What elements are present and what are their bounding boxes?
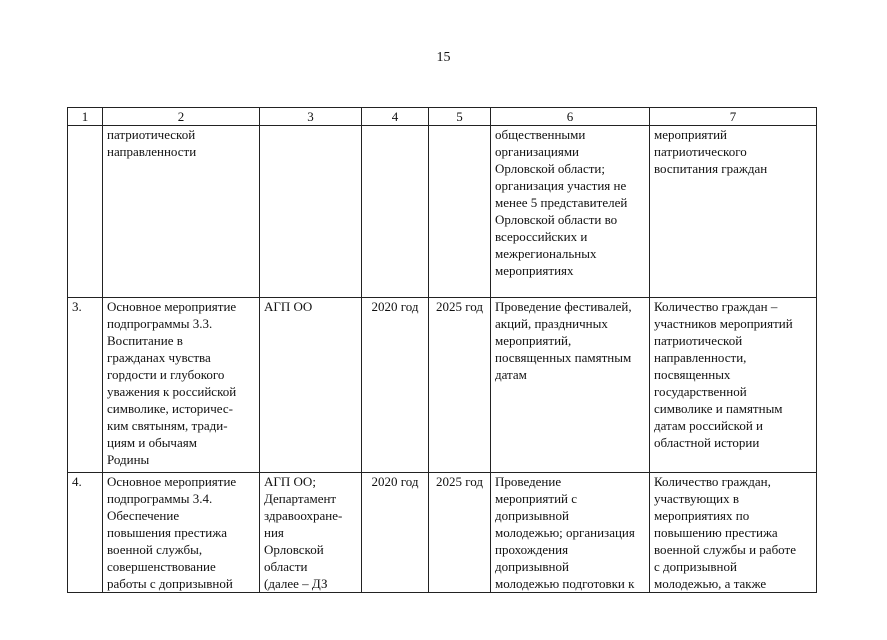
cell-activity-name	[103, 473, 260, 593]
cell-line: Основное мероприятие	[107, 299, 237, 314]
cell-line: Орловской области;	[495, 161, 605, 176]
cell-indicator-link	[650, 298, 817, 473]
cell-line: мероприятиях по	[654, 508, 750, 523]
cell-line: АГП ОО;	[264, 474, 316, 489]
cell-line: Проведение	[495, 474, 562, 489]
cell-line: мероприятий,	[495, 333, 572, 348]
cell-line: военной службы и работе	[654, 542, 796, 557]
table-row	[68, 473, 817, 593]
cell-line: здравоохране-	[264, 508, 343, 523]
cell-line: Воспитание в	[107, 333, 183, 348]
cell-line: молодежью подготовки к	[495, 576, 635, 591]
cell-line: ким святыням, тради-	[107, 418, 228, 433]
cell-line: Проведение фестивалей,	[495, 299, 632, 314]
column-number: 7	[650, 108, 817, 126]
cell-end-year: 2025 год	[429, 473, 491, 593]
cell-line: патриотического	[654, 144, 747, 159]
cell-activity-name	[103, 298, 260, 473]
cell-line: Количество граждан,	[654, 474, 771, 489]
cell-end-year: 2025 год	[429, 298, 491, 473]
cell-line: молодежью; организация	[495, 525, 635, 540]
cell-line: циям и обычаям	[107, 435, 197, 450]
cell-line: области	[264, 559, 308, 574]
cell-line: мероприятиях	[495, 263, 574, 278]
cell-line: совершенствование	[107, 559, 216, 574]
cell-line: акций, праздничных	[495, 316, 608, 331]
cell-end-year	[429, 126, 491, 298]
program-table	[67, 107, 817, 593]
column-number: 2	[103, 108, 260, 126]
cell-line: Обеспечение	[107, 508, 180, 523]
cell-line: воспитания граждан	[654, 161, 768, 176]
cell-expected-result	[491, 298, 650, 473]
cell-expected-result	[491, 126, 650, 298]
cell-expected-result	[491, 473, 650, 593]
cell-start-year: 2020 год	[362, 473, 429, 593]
cell-line: подпрограммы 3.4.	[107, 491, 213, 506]
cell-line: направленности	[107, 144, 197, 159]
cell-number: 4.	[68, 473, 103, 593]
cell-line: военной службы,	[107, 542, 203, 557]
cell-line: символике, историчес-	[107, 401, 233, 416]
table-row	[68, 298, 817, 473]
cell-line: мероприятий с	[495, 491, 578, 506]
cell-line: допризывной	[495, 559, 569, 574]
cell-executor	[260, 298, 362, 473]
cell-line: повышения престижа	[107, 525, 227, 540]
cell-line: мероприятий	[654, 127, 727, 142]
cell-indicator-link	[650, 126, 817, 298]
cell-number: 3.	[68, 298, 103, 473]
column-number: 4	[362, 108, 429, 126]
cell-line: патриотической	[107, 127, 196, 142]
column-number: 1	[68, 108, 103, 126]
cell-line: подпрограммы 3.3.	[107, 316, 213, 331]
cell-activity-name	[103, 126, 260, 298]
cell-start-year: 2020 год	[362, 298, 429, 473]
cell-line: гордости и глубокого	[107, 367, 225, 382]
cell-line: посвященных памятным	[495, 350, 632, 365]
cell-indicator-link	[650, 473, 817, 593]
cell-line: гражданах чувства	[107, 350, 211, 365]
table-row	[68, 126, 817, 298]
cell-line: организациями	[495, 144, 579, 159]
cell-line: областной истории	[654, 435, 760, 450]
page-number: 15	[436, 50, 451, 65]
cell-line: Орловской области во	[495, 212, 618, 227]
cell-line: работы с допризывной	[107, 576, 233, 591]
cell-line: Орловской	[264, 542, 324, 557]
column-number: 5	[429, 108, 491, 126]
cell-line: патриотической	[654, 333, 743, 348]
cell-line: направленности,	[654, 350, 747, 365]
cell-line: государственной	[654, 384, 747, 399]
cell-line: датам российской и	[654, 418, 764, 433]
cell-line: АГП ОО	[264, 299, 313, 314]
cell-line: (далее – ДЗ	[264, 576, 328, 591]
cell-line: Основное мероприятие	[107, 474, 237, 489]
cell-line: посвященных	[654, 367, 731, 382]
cell-line: общественными	[495, 127, 586, 142]
column-number: 3	[260, 108, 362, 126]
cell-line: межрегиональных	[495, 246, 597, 261]
cell-line: уважения к российской	[107, 384, 237, 399]
column-number: 6	[491, 108, 650, 126]
cell-line: Количество граждан –	[654, 299, 778, 314]
cell-line: символике и памятным	[654, 401, 783, 416]
cell-line: Родины	[107, 452, 150, 467]
cell-executor	[260, 473, 362, 593]
cell-line: прохождения	[495, 542, 569, 557]
cell-line: датам	[495, 367, 527, 382]
cell-executor	[260, 126, 362, 298]
cell-line: ния	[264, 525, 284, 540]
cell-line: молодежью, а также	[654, 576, 767, 591]
cell-line: организация участия не	[495, 178, 627, 193]
cell-start-year	[362, 126, 429, 298]
cell-line: участников мероприятий	[654, 316, 793, 331]
cell-line: участвующих в	[654, 491, 740, 506]
cell-line: всероссийских и	[495, 229, 588, 244]
cell-line: допризывной	[495, 508, 569, 523]
cell-line: менее 5 представителей	[495, 195, 628, 210]
cell-line: Департамент	[264, 491, 337, 506]
cell-line: повышению престижа	[654, 525, 778, 540]
cell-line: с допризывной	[654, 559, 737, 574]
column-number-row	[68, 108, 817, 126]
cell-number	[68, 126, 103, 298]
